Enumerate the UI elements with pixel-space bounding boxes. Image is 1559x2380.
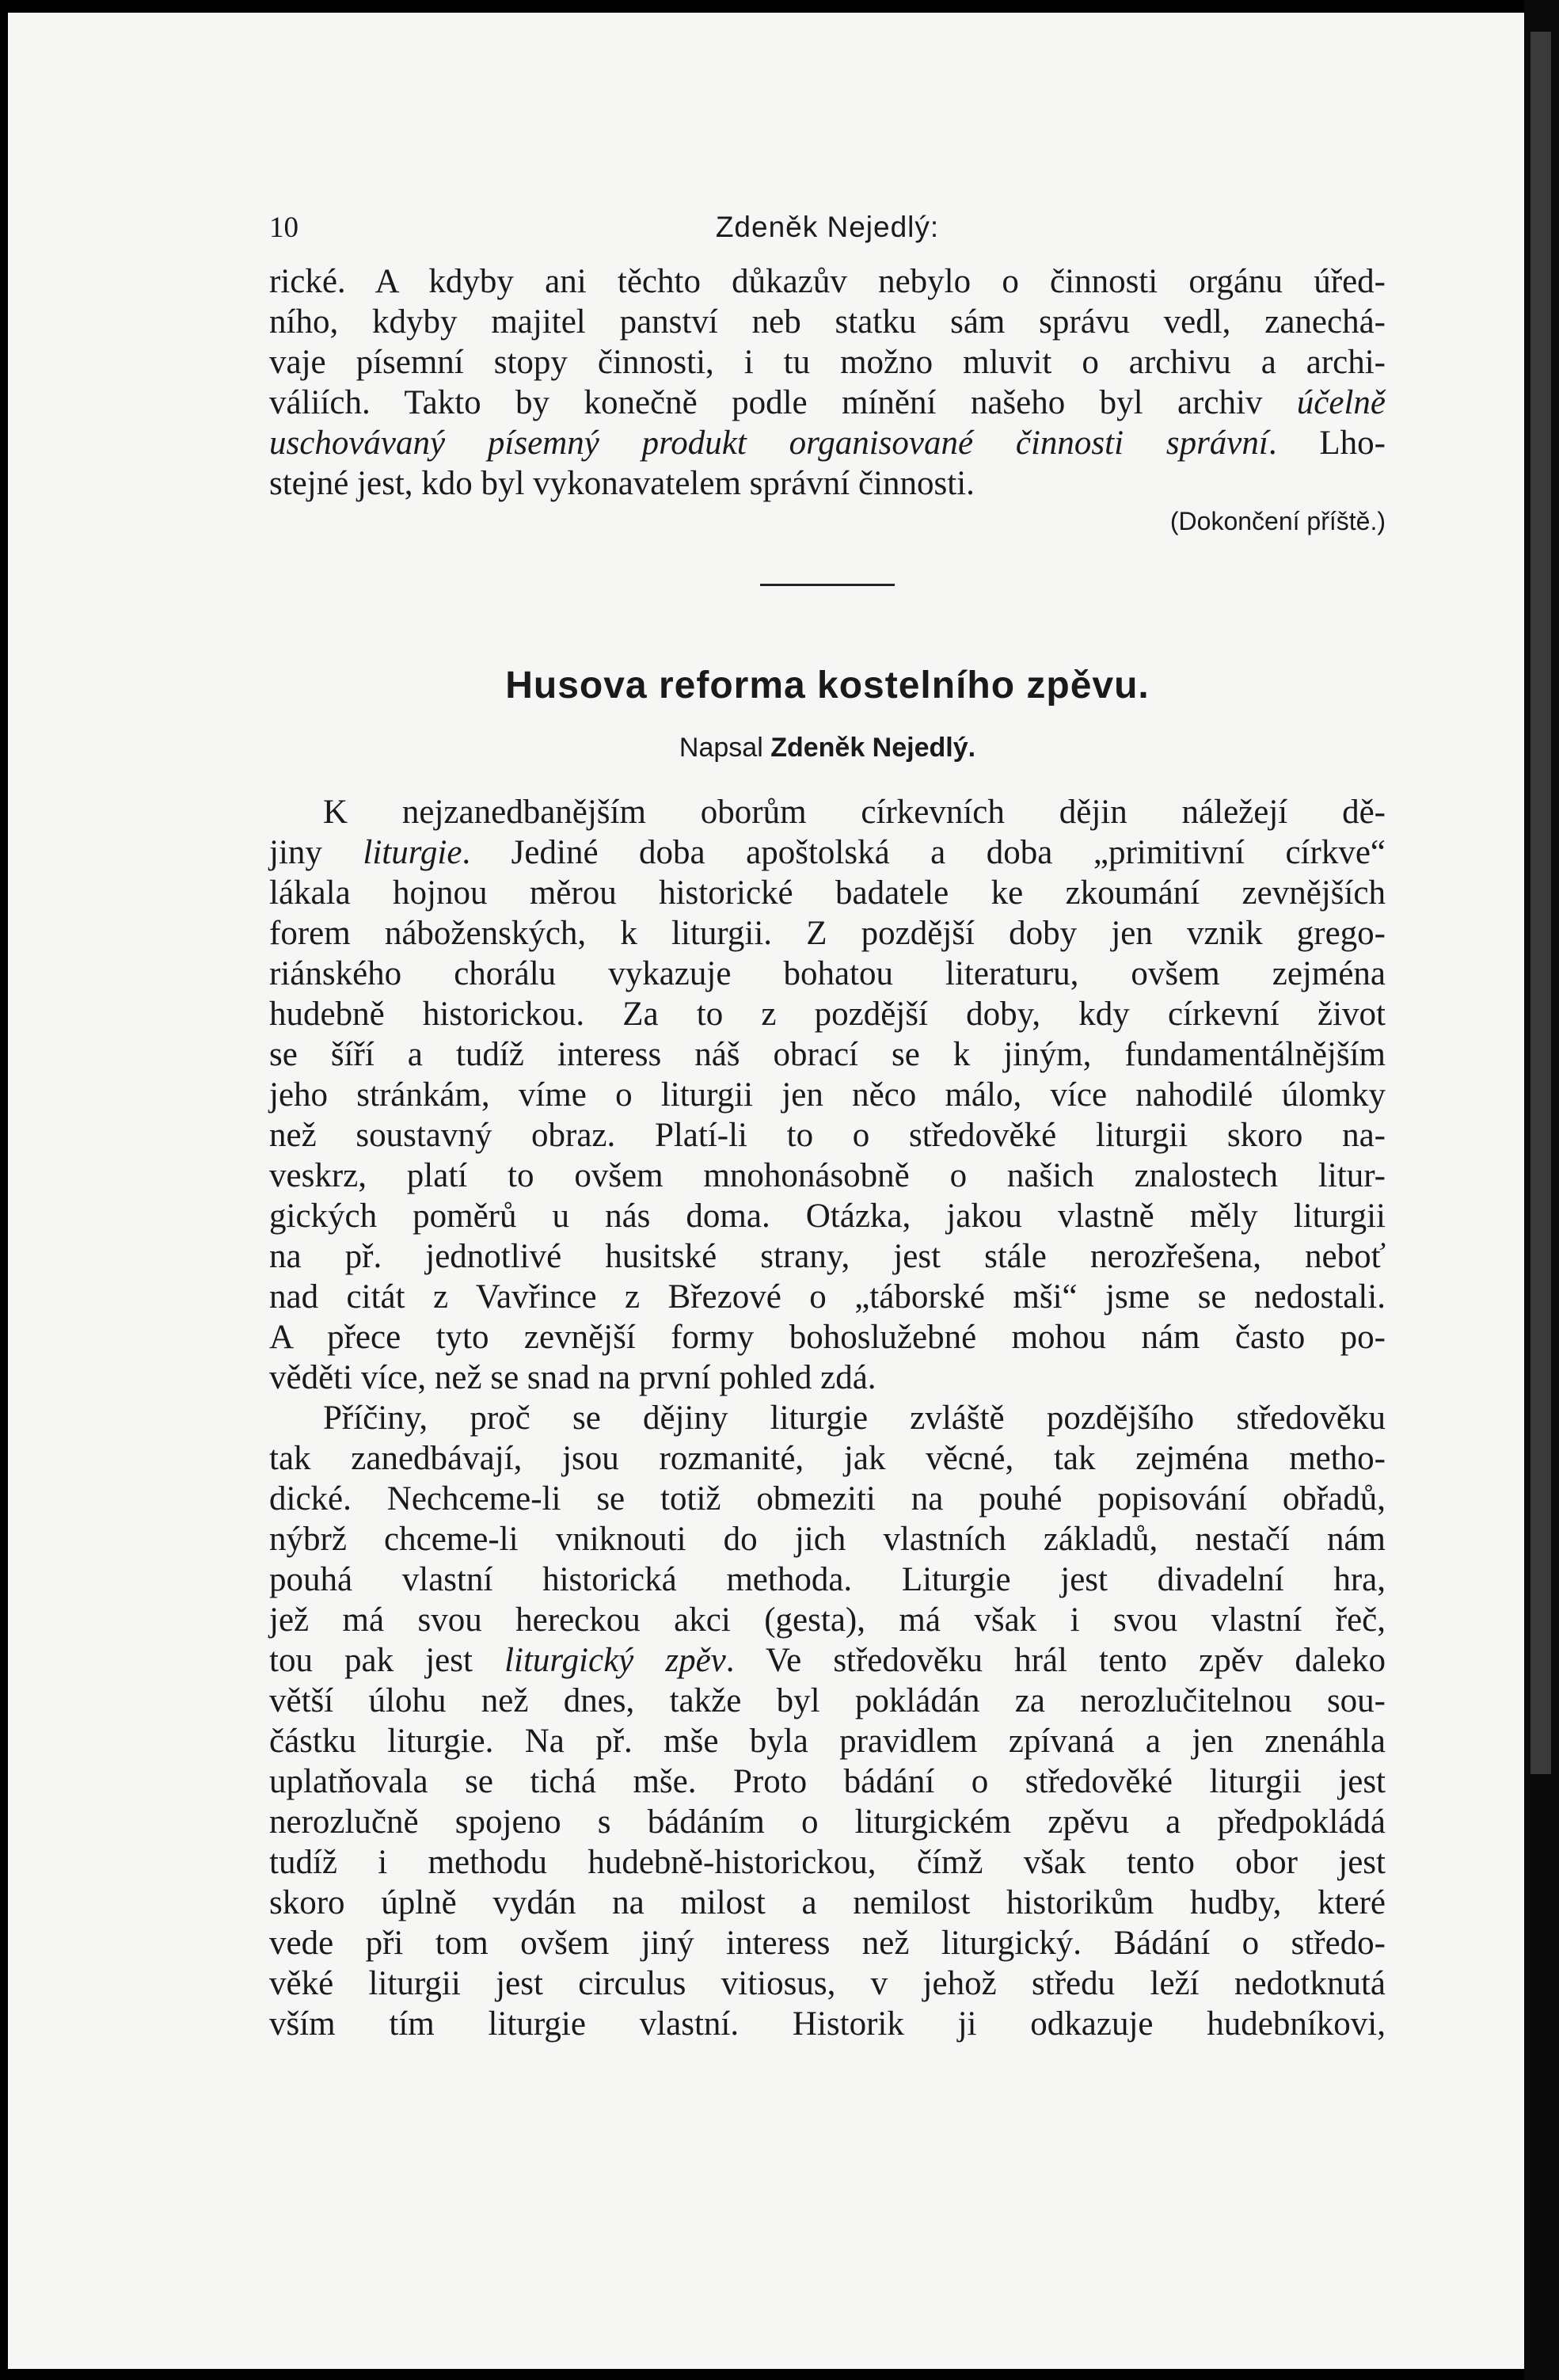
text-line: než soustavný obraz. Platí-li to o středověké liturgii skoro na- — [269, 1117, 1386, 1154]
running-head-author: Zdeněk Nejedlý: — [715, 211, 940, 243]
text-line: tak zanedbávají, jsou rozmanité, jak věcné, tak zejména metho- — [269, 1440, 1386, 1477]
text-line: veskrz, platí to ovšem mnohonásobně o našich znalostech litur- — [269, 1157, 1386, 1194]
text-line: částku liturgie. Na př. mše byla pravidlem zpívaná a jen znenáhla — [269, 1723, 1386, 1760]
text-line: tou pak jest liturgický zpěv. Ve středověku hrál tento zpěv daleko — [269, 1642, 1386, 1679]
text-line: K nejzanedbanějším oborům církevních dějin náležejí dě- — [323, 794, 1386, 831]
byline-author: Zdeněk Nejedlý. — [770, 733, 976, 763]
running-head — [269, 211, 1386, 258]
scan-edge — [1524, 0, 1559, 2380]
text-line: se šíří a tudíž interess náš obrací se k jiným, fundamentálnějším — [269, 1036, 1386, 1073]
text-line: vaje písemní stopy činnosti, i tu možno mluvit o archivu a archi- — [269, 344, 1386, 381]
text-line: gických poměrů u nás doma. Otázka, jakou vlastně měly liturgii — [269, 1198, 1386, 1235]
book-page — [8, 13, 1524, 2369]
article-title: Husova reforma kostelního zpěvu. — [505, 664, 1150, 706]
article-paragraph-1 — [269, 792, 1386, 1398]
text-line: větší úlohu než dnes, takže byl pokládán za nerozlučitelnou sou- — [269, 1682, 1386, 1719]
text-line: forem náboženských, k liturgii. Z pozdější doby jen vznik grego- — [269, 915, 1386, 952]
text-line: Příčiny, proč se dějiny liturgie zvláště pozdějšího středověku — [323, 1399, 1386, 1437]
text-line: nad citát z Vavřince z Březové o „táborské mši“ jsme se nedostali. — [269, 1278, 1386, 1316]
text-line: A přece tyto zevnější formy bohoslužebné mohou nám často po- — [269, 1319, 1386, 1356]
text-line: stejné jest, kdo byl vykonavatelem správní činnosti. — [269, 465, 975, 502]
text-line: tudíž i methodu hudebně-historickou, čímž však tento obor jest — [269, 1844, 1386, 1881]
page-number: 10 — [269, 211, 298, 244]
text-line: věké liturgii jest circulus vitiosus, v jehož středu leží nedotknutá — [269, 1965, 1386, 2002]
text-line: na př. jednotlivé husitské strany, jest stále nerozřešena, neboť — [269, 1238, 1386, 1275]
article-paragraph-2 — [269, 1398, 1386, 2044]
text-line: jiny liturgie. Jediné doba apoštolská a doba „primitivní církve“ — [269, 834, 1386, 871]
continuation-paragraph — [269, 261, 1386, 504]
text-line: ního, kdyby majitel panství neb statku sám správu vedl, zanechá- — [269, 303, 1386, 341]
text-line: skoro úplně vydán na milost a nemilost historikům hudby, které — [269, 1884, 1386, 1921]
text-line: jeho stránkám, víme o liturgii jen něco málo, více nahodilé úlomky — [269, 1076, 1386, 1114]
text-line: vším tím liturgie vlastní. Historik ji odkazuje hudebníkovi, — [269, 2005, 1386, 2043]
italic-phrase: liturgický zpěv — [504, 1642, 726, 1679]
text-line: riánského chorálu vykazuje bohatou literaturu, ovšem zejména — [269, 955, 1386, 992]
page-content — [269, 211, 1386, 2044]
text-line: váliích. Takto by konečně podle mínění našeho byl archiv účelně — [269, 384, 1386, 421]
text-line: uschovávaný písemný produkt organisované činnosti správní. Lho- — [269, 425, 1386, 462]
text-line: lákala hojnou měrou historické badatele ke zkoumání zevnějších — [269, 874, 1386, 912]
continuation-note: (Dokončení příště.) — [1169, 507, 1386, 535]
text-line: věděti více, než se snad na první pohled zdá. — [269, 1359, 876, 1396]
text-line: jež má svou hereckou akci (gesta), má však i svou vlastní řeč, — [269, 1601, 1386, 1639]
text-line: pouhá vlastní historická methoda. Liturgie jest divadelní hra, — [269, 1561, 1386, 1598]
text-line: uplatňovala se tichá mše. Proto bádání o středověké liturgii jest — [269, 1763, 1386, 1800]
text-line: nýbrž chceme-li vniknouti do jich vlastních základů, nestačí nám — [269, 1521, 1386, 1558]
italic-phrase: uschovávaný písemný produkt organisované činnosti správní — [269, 425, 1268, 462]
section-divider — [760, 584, 895, 586]
text-line: dické. Nechceme-li se totiž obmeziti na pouhé popisování obřadů, — [269, 1480, 1386, 1517]
text-line: rické. A kdyby ani těchto důkazův nebylo o činnosti orgánu úřed- — [269, 263, 1386, 300]
page-edge-shadow — [1530, 32, 1551, 1774]
text-line: hudebně historickou. Za to z pozdější doby, kdy církevní život — [269, 996, 1386, 1033]
italic-word: účelně — [1296, 384, 1386, 421]
article-byline: Napsal Zdeněk Nejedlý. — [679, 733, 976, 763]
italic-word: liturgie — [363, 834, 462, 871]
text-line: vede při tom ovšem jiný interess než liturgický. Bádání o středo- — [269, 1925, 1386, 1962]
text-line: nerozlučně spojeno s bádáním o liturgickém zpěvu a předpokládá — [269, 1803, 1386, 1841]
